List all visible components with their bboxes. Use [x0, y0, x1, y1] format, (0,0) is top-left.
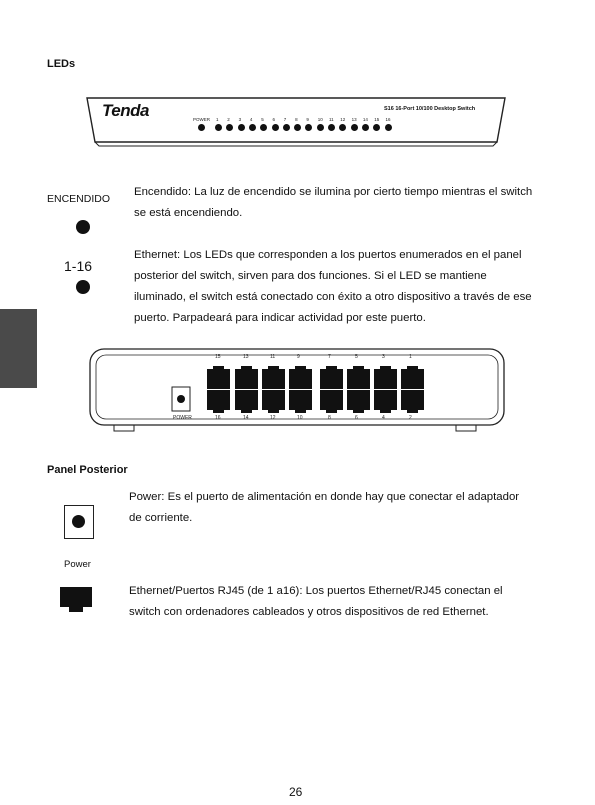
text-line: Ethernet: Los LEDs que corresponden a los puertos enumerados en el panel — [134, 249, 522, 261]
front-port-led — [385, 124, 392, 131]
page-number: 26 — [289, 785, 303, 799]
rear-port-number-top: 3 — [382, 354, 385, 360]
front-port-number: 4 — [249, 117, 253, 122]
rj45-port — [347, 369, 370, 389]
rear-port-number-bottom: 10 — [297, 415, 303, 421]
rear-port-number-top: 5 — [355, 354, 358, 360]
rj45-port — [262, 390, 285, 410]
rear-port-number-bottom: 8 — [328, 415, 331, 421]
tenda-logo: Tenda — [102, 101, 149, 120]
rear-port-number-top: 1 — [409, 354, 412, 360]
ethernet-led-description — [134, 245, 532, 329]
rj45-port-tab — [69, 607, 83, 612]
ethernet-led-icon — [76, 280, 90, 294]
power-jack-hole — [72, 515, 85, 528]
front-port-number: 3 — [238, 117, 242, 122]
front-port-led — [238, 124, 245, 131]
front-power-label: POWER — [193, 117, 211, 122]
front-port-number: 8 — [295, 117, 298, 122]
front-port-number: 2 — [227, 117, 230, 122]
rear-port-number-top: 9 — [297, 354, 300, 360]
front-port-number: 6 — [272, 117, 276, 122]
rear-port-number-bottom: 2 — [409, 415, 412, 421]
front-port-number: 11 — [329, 117, 334, 122]
text-line: puerto. Parpadeará para indicar actividad por este puerto. — [134, 312, 426, 324]
front-port-led — [215, 124, 222, 131]
front-port-led — [317, 124, 324, 131]
front-port-led — [328, 124, 335, 131]
front-port-led — [283, 124, 290, 131]
rj45-port — [320, 390, 343, 410]
model-label — [384, 106, 475, 112]
rj45-port — [235, 390, 258, 410]
text-line: switch con ordenadores cableados y otros dispositivos de red Ethernet. — [129, 606, 489, 618]
rj45-port-description — [129, 581, 503, 623]
front-port-number: 5 — [261, 117, 264, 122]
power-led-label: ENCENDIDO — [47, 193, 111, 205]
text-line: se está encendiendo. — [134, 207, 243, 219]
text-line: iluminado, el switch está conectado con éxito a otro dispositivo a través de ese — [134, 291, 532, 303]
power-jack-icon — [64, 505, 94, 539]
rj45-port — [289, 369, 312, 389]
front-port-number: 9 — [306, 117, 309, 122]
rj45-port — [207, 390, 230, 410]
rear-port-number-top: 11 — [270, 354, 276, 360]
rj45-port — [374, 390, 397, 410]
front-port-number: 15 — [374, 117, 380, 122]
front-port-number: 12 — [340, 117, 346, 122]
power-port-label: Power — [64, 559, 91, 570]
front-port-led — [272, 124, 279, 131]
text-line: Encendido: La luz de encendido se ilumina por cierto tiempo mientras el switch — [134, 186, 533, 198]
rear-port-number-bottom: 6 — [355, 415, 358, 421]
rj45-port — [289, 390, 312, 410]
rj45-port — [347, 390, 370, 410]
rj45-port — [401, 369, 424, 389]
rear-port-number-top: 13 — [243, 354, 249, 360]
model-name: S16 — [384, 106, 394, 112]
rear-port-number-top: 15 — [215, 354, 221, 360]
front-power-led — [198, 124, 205, 131]
power-port-description — [129, 487, 519, 529]
model-description: 16-Port 10/100 Desktop Switch — [395, 106, 476, 112]
ethernet-led-label: 1-16 — [64, 258, 93, 274]
front-port-led — [362, 124, 369, 131]
power-led-description — [134, 182, 532, 224]
rj45-port — [262, 369, 285, 389]
side-tab-marker — [0, 309, 37, 388]
rear-panel-heading: Panel Posterior — [47, 464, 128, 476]
front-port-led — [249, 124, 256, 131]
front-port-number: 14 — [362, 117, 368, 122]
front-port-number: 10 — [317, 117, 323, 122]
rj45-port — [207, 369, 230, 389]
rj45-port — [320, 369, 343, 389]
rj45-port — [401, 390, 424, 410]
rear-power-label: POWER — [173, 415, 192, 421]
rj45-port — [374, 369, 397, 389]
rear-port-number-bottom: 4 — [382, 415, 385, 421]
front-port-led — [351, 124, 358, 131]
rj45-port-icon — [60, 587, 92, 607]
rear-port-number-bottom: 14 — [243, 415, 249, 421]
power-led-icon — [76, 220, 90, 234]
text-line: posterior del switch, sirven para dos funciones. Si el LED se mantiene — [134, 270, 487, 282]
front-port-number: 1 — [216, 117, 219, 122]
front-port-number: 13 — [351, 117, 357, 122]
rear-port-number-bottom: 12 — [270, 415, 276, 421]
text-line: Power: Es el puerto de alimentación en donde hay que conectar el adaptador — [129, 491, 520, 503]
rear-port-number-top: 7 — [328, 354, 331, 360]
leds-heading: LEDs — [47, 58, 76, 70]
rj45-port — [235, 369, 258, 389]
rear-port-number-bottom: 16 — [215, 415, 221, 421]
text-line: de corriente. — [129, 512, 193, 524]
text-line: Ethernet/Puertos RJ45 (de 1 a16): Los puertos Ethernet/RJ45 conectan el — [129, 585, 503, 597]
front-port-number: 7 — [283, 117, 287, 122]
front-port-number: 16 — [385, 117, 391, 122]
